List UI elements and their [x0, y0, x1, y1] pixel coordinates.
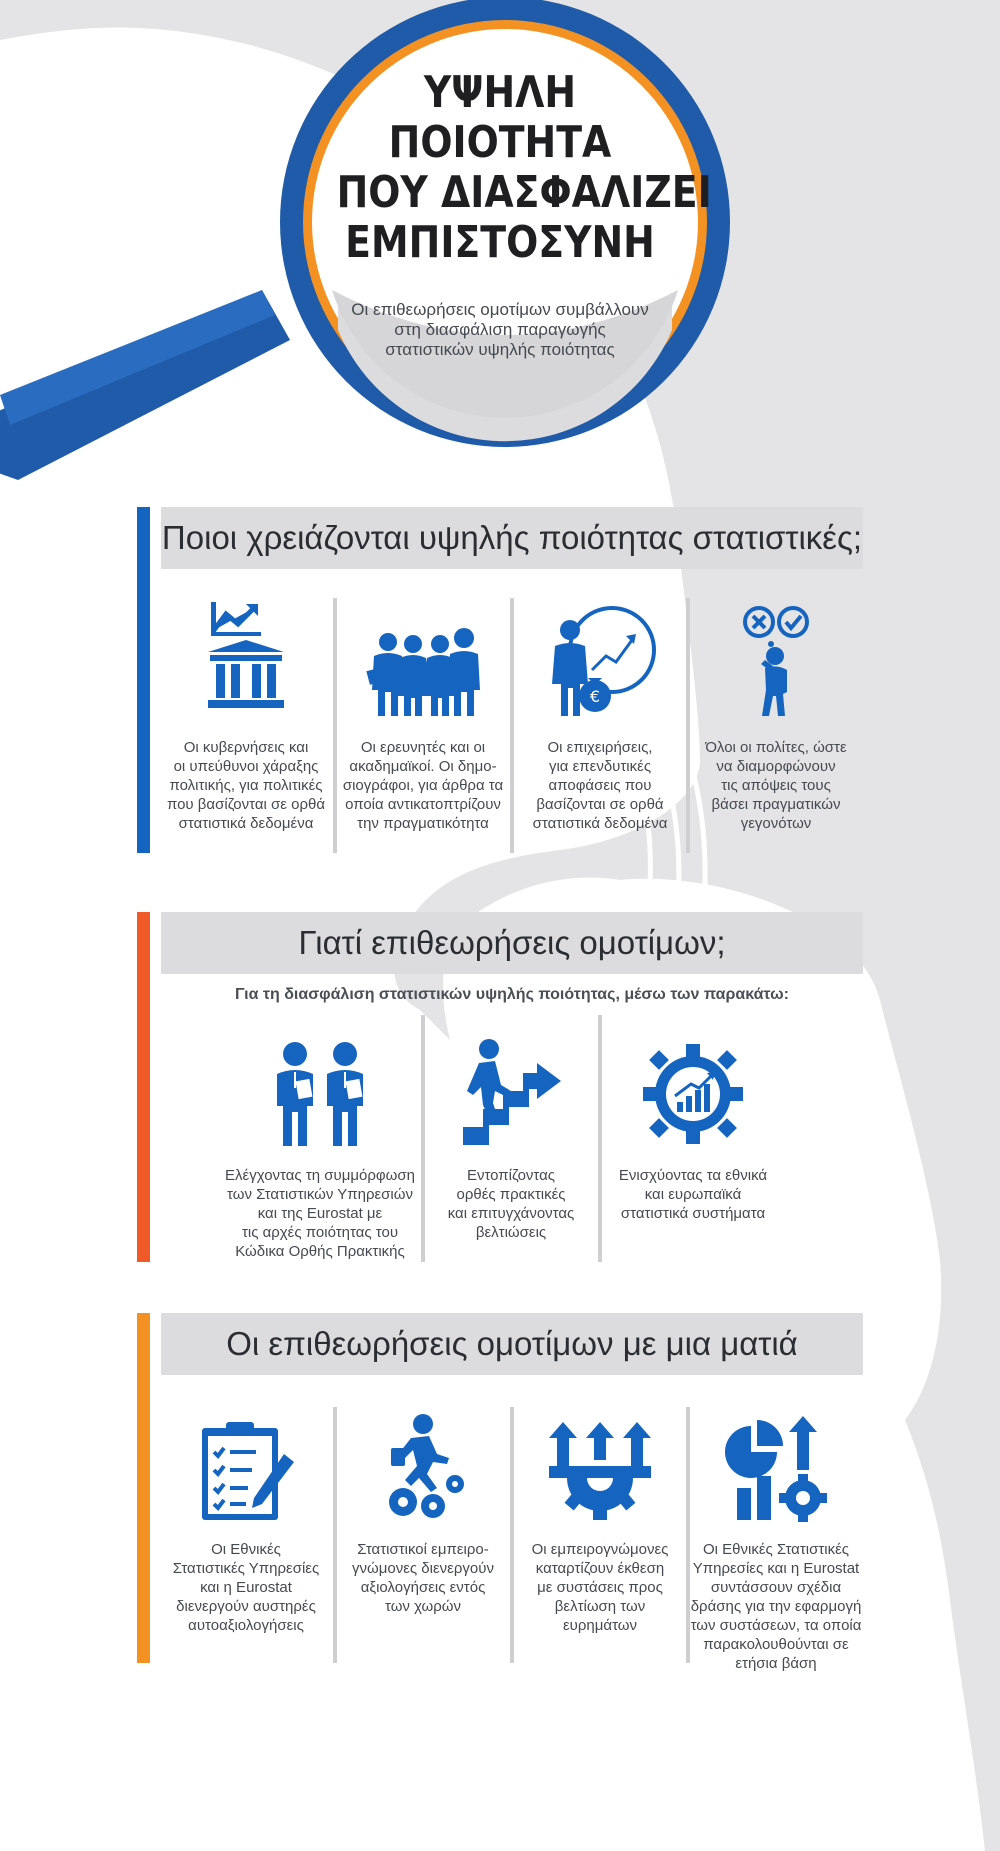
section3-caption: [690, 1540, 862, 1673]
section3-accent-bar: [137, 1313, 150, 1663]
section1-item: [337, 600, 509, 833]
section3-item: [514, 1420, 686, 1635]
business-person-euro-icon: [540, 600, 660, 720]
caption-line: και επιτυγχάνοντας: [447, 1205, 575, 1222]
section1-accent-bar: [137, 507, 150, 853]
section2-item: [602, 1040, 784, 1223]
section2-item: [222, 1040, 418, 1261]
section3-caption: [160, 1540, 332, 1635]
caption-line: γνώμονες διενεργούν: [352, 1560, 494, 1577]
caption-line: βελτιώσεις: [475, 1224, 547, 1241]
caption-line: στατιστικά δεδομένα: [532, 815, 668, 832]
caption-line: οι υπεύθυνοι χάραξης: [173, 758, 319, 775]
caption-line: Ενισχύοντας τα εθνικά: [618, 1167, 768, 1184]
section2-caption: [602, 1166, 784, 1223]
caption-line: παρακολουθούνται σε: [703, 1636, 849, 1653]
caption-line: για επενδυτικές: [548, 758, 652, 775]
caption-line: Οι Εθνικές Στατιστικές: [702, 1541, 850, 1558]
running-person-gears-icon: [373, 1414, 473, 1522]
caption-line: σιογράφοι, για άρθρα τα: [342, 777, 504, 794]
section1-item: [160, 600, 332, 833]
section1-item: [514, 600, 686, 833]
caption-line: αποφάσεις που: [548, 777, 652, 794]
hero-subtitle-line: στατιστικών υψηλής ποιότητας: [385, 340, 615, 359]
caption-line: Κώδικα Ορθής Πρακτικής: [235, 1243, 405, 1260]
caption-line: Υπηρεσίες και η Eurostat: [692, 1560, 860, 1577]
caption-line: Οι Εθνικές: [211, 1541, 281, 1558]
caption-line: ετήσια βάση: [735, 1655, 817, 1672]
hero-subtitle-line: στη διασφάλιση παραγωγής: [394, 320, 606, 339]
section1-caption: [690, 738, 862, 833]
clipboard-checklist-icon: [196, 1418, 296, 1522]
section3-heading: Οι επιθεωρήσεις ομοτίμων με μια ματιά: [161, 1313, 863, 1375]
section1-heading: Ποιοι χρειάζονται υψηλής ποιότητας στατιστικές;: [161, 507, 863, 569]
caption-line: Όλοι οι πολίτες, ώστε: [705, 739, 847, 756]
caption-line: στατιστικά δεδομένα: [178, 815, 314, 832]
caption-line: και η Eurostat: [200, 1579, 292, 1596]
caption-line: διενεργούν αυστηρές: [176, 1598, 316, 1615]
hero-subtitle-line: Οι επιθεωρήσεις ομοτίμων συμβάλλουν: [351, 300, 649, 319]
caption-line: των χωρών: [384, 1598, 462, 1615]
gear-arrows-up-icon: [545, 1420, 655, 1522]
caption-line: Οι εμπειρογνώμονες: [531, 1541, 669, 1558]
caption-line: Στατιστικοί εμπειρο-: [357, 1541, 489, 1558]
section2-item: [426, 1035, 596, 1242]
section2-heading: Γιατί επιθεωρήσεις ομοτίμων;: [161, 912, 863, 974]
caption-line: που βασίζονται σε ορθά: [166, 796, 326, 813]
caption-line: αυτοαξιολογήσεις: [188, 1617, 304, 1634]
caption-line: Οι ερευνητές και οι: [360, 739, 486, 756]
section1-caption: [337, 738, 509, 833]
inspectors-pair-icon: [265, 1040, 375, 1148]
section1-caption: [160, 738, 332, 833]
caption-line: ορθές πρακτικές: [456, 1186, 566, 1203]
gear-chart-icon: [639, 1040, 747, 1148]
caption-line: γεγονότων: [740, 815, 812, 832]
caption-line: πολιτικής, για πολιτικές: [169, 777, 323, 794]
caption-line: δράσης για την εφαρμογή: [690, 1598, 862, 1615]
caption-line: βελτίωση των: [554, 1598, 646, 1615]
section3-caption: [514, 1540, 686, 1635]
citizen-thinking-icon: [731, 600, 821, 720]
caption-line: τις απόψεις τους: [721, 777, 831, 794]
caption-line: στατιστικά συστήματα: [620, 1205, 766, 1222]
hero-title-line: ΥΨΗΛΗ: [423, 67, 577, 118]
caption-line: την πραγματικότητα: [357, 815, 489, 832]
hero-title-line: ΠΟΙΟΤΗΤΑ: [388, 117, 612, 168]
caption-line: ακαδημαϊκοί. Οι δημο-: [349, 758, 497, 775]
hero-title-line: ΠΟΥ ΔΙΑΣΦΑΛΙΖΕΙ: [336, 167, 712, 218]
caption-line: των Στατιστικών Υπηρεσιών: [227, 1186, 413, 1203]
researchers-group-icon: [358, 600, 488, 720]
section1-caption: [514, 738, 686, 833]
caption-line: ευρημάτων: [562, 1617, 637, 1634]
caption-line: οποία αντικατοπτρίζουν: [345, 796, 501, 813]
hero-title: [310, 67, 712, 268]
section1-item: [690, 600, 862, 833]
pie-bars-gear-icon: [721, 1412, 831, 1522]
section2-caption: [222, 1166, 418, 1261]
caption-line: καταρτίζουν έκθεση: [535, 1560, 665, 1577]
caption-line: και της Eurostat με: [257, 1205, 383, 1222]
section2-intro: Για τη διασφάλιση στατιστικών υψηλής ποιότητας, μέσω των παρακάτω:: [235, 986, 789, 1003]
caption-line: τις αρχές ποιότητας του: [241, 1224, 399, 1241]
hero-title-line: ΕΜΠΙΣΤΟΣΥΝΗ: [345, 217, 655, 268]
section3-item: [690, 1412, 862, 1673]
caption-line: βασίζονται σε ορθά: [536, 796, 664, 813]
caption-line: Ελέγχοντας τη συμμόρφωση: [225, 1167, 415, 1184]
caption-line: Οι επιχειρήσεις,: [547, 739, 653, 756]
section2-caption: [426, 1166, 596, 1242]
caption-line: Στατιστικές Υπηρεσίες: [172, 1560, 320, 1577]
caption-line: με συστάσεις προς: [537, 1579, 663, 1596]
government-building-chart-icon: [196, 600, 296, 720]
caption-line: των συστάσεων, τα οποία: [690, 1617, 862, 1634]
climbing-stairs-icon: [451, 1035, 571, 1148]
section2-accent-bar: [137, 912, 150, 1262]
caption-line: αξιολογήσεις εντός: [360, 1579, 486, 1596]
caption-line: Οι κυβερνήσεις και: [183, 739, 309, 756]
caption-line: να διαμορφώνουν: [716, 758, 836, 775]
caption-line: Εντοπίζοντας: [466, 1167, 556, 1184]
section3-caption: [337, 1540, 509, 1616]
caption-line: και ευρωπαϊκά: [644, 1186, 742, 1203]
svg-text:€: €: [589, 687, 601, 706]
caption-line: συντάσσουν σχέδια: [710, 1579, 842, 1596]
section3-item: [337, 1414, 509, 1616]
column-divider: [421, 1015, 425, 1262]
section3-item: [160, 1418, 332, 1635]
hero-subtitle: [330, 300, 670, 360]
caption-line: βάσει πραγματικών: [711, 796, 841, 813]
